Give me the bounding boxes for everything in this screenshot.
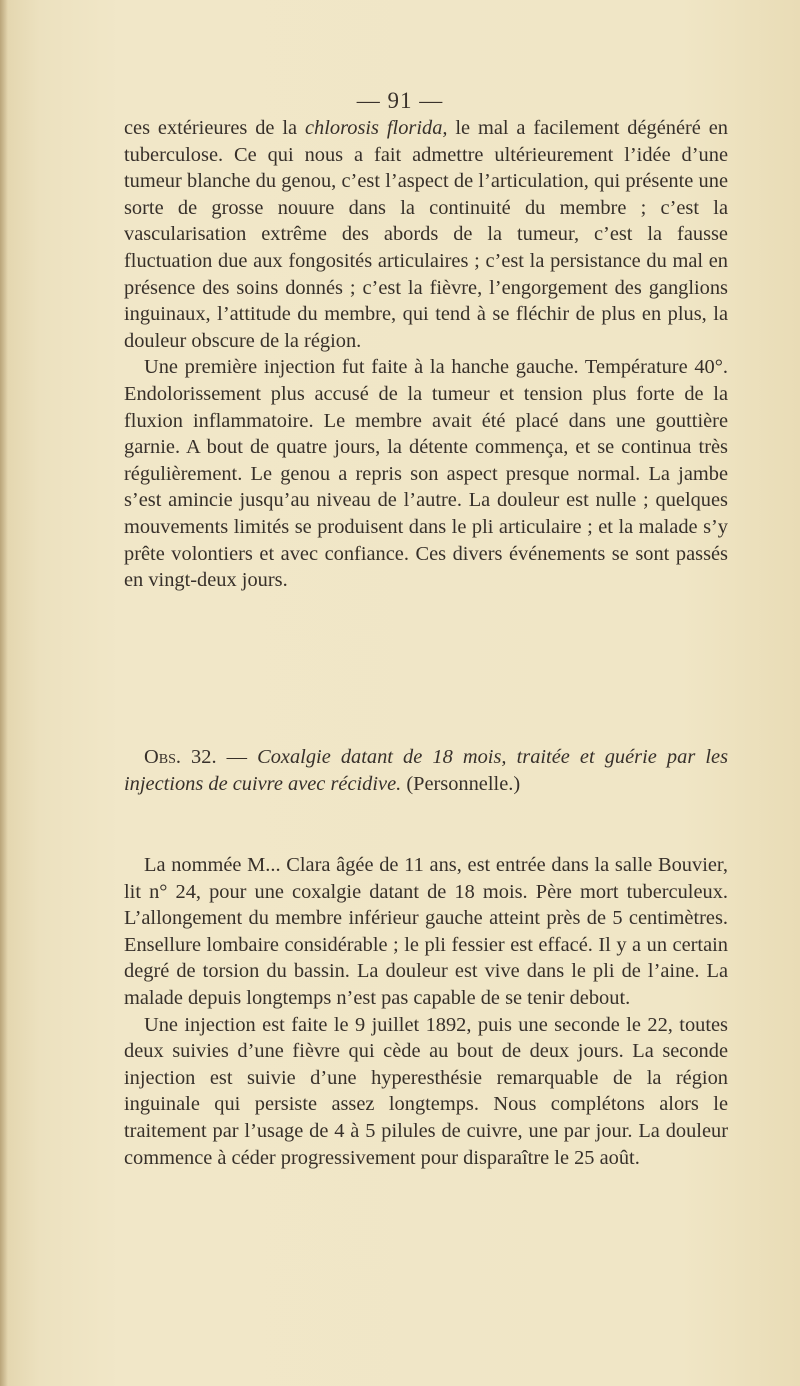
- paragraph-1-post: le mal a facilement dégénéré en tuberculose. Ce qui nous a fait admettre ultérieurement l’idée d’une tumeur blanche du genou, c’est l’aspect de l’articulation, qui présente une sorte de grosse nouure dans la continuité du membre ; c’est la vascularisation extrême des abords de la tumeur, c’est la fausse fluctuation due aux fongosités articulaires ; c’est la persistance du mal en présence des soins donnés ; c’est la fièvre, l’engorgement des ganglions inguinaux, l’attitude du membre, qui tend à se fléchir de plus en plus, la douleur obscure de la région.: [124, 117, 728, 352]
- paragraph-2: Une première injection fut faite à la hanche gauche. Température 40°. Endolorissement plus accusé de la tumeur et tension plus forte de la fluxion inflammatoire. Le membre avait été placé dans une gouttière garnie. A bout de quatre jours, la détente commença, et se continua très régulièrement. Le genou a repris son aspect presque normal. La jambe s’est amincie jusqu’au niveau de l’autre. La douleur est nulle ; quelques mouvements limités se produisent dans le pli articulaire ; et la malade s’y prête volontiers et avec confiance. Ces divers événements se sont passés en vingt-deux jours.: [124, 356, 728, 592]
- observation-source: (Personnelle.): [401, 772, 521, 795]
- observation-number: 32. —: [180, 746, 258, 768]
- text-block-upper: [124, 115, 728, 594]
- observation-label: Obs.: [144, 746, 181, 768]
- observation-heading: [124, 744, 728, 797]
- paragraph-1-italic: chlorosis florida,: [304, 117, 448, 139]
- paragraph-1: [124, 115, 728, 354]
- paragraph-1-pre: ces extérieures de la: [124, 117, 305, 139]
- page-number: — 91 —: [356, 88, 444, 113]
- paragraph-4: Une injection est faite le 9 juillet 1892, puis une seconde le 22, toutes deux suivies d’une fièvre qui cède au bout de deux jours. La seconde injection est suivie d’une hyperesthésie remarquable de la région inguinale qui persiste assez longtemps. Nous complétons alors le traitement par l’usage de 4 à 5 pilules de cuivre, une par jour. La douleur commence à céder progressivement pour disparaître le 25 août.: [124, 1013, 728, 1169]
- paragraph-3: La nommée M... Clara âgée de 11 ans, est entrée dans la salle Bouvier, lit n° 24, pour une coxalgie datant de 18 mois. Père mort tuberculeux. L’allongement du membre inférieur gauche atteint près de 5 centimètres. Ensellure lombaire considérable ; le pli fessier est effacé. Il y a un certain degré de torsion du bassin. La douleur est vive dans le pli de l’aine. La malade depuis longtemps n’est pas capable de se tenir debout.: [124, 854, 728, 1009]
- page-edge-shadow: [0, 0, 8, 1386]
- text-block-lower: [124, 852, 728, 1171]
- observation-title: Coxalgie datant de 18 mois, traitée et guérie par les injections de cuivre avec récidive.: [124, 746, 728, 795]
